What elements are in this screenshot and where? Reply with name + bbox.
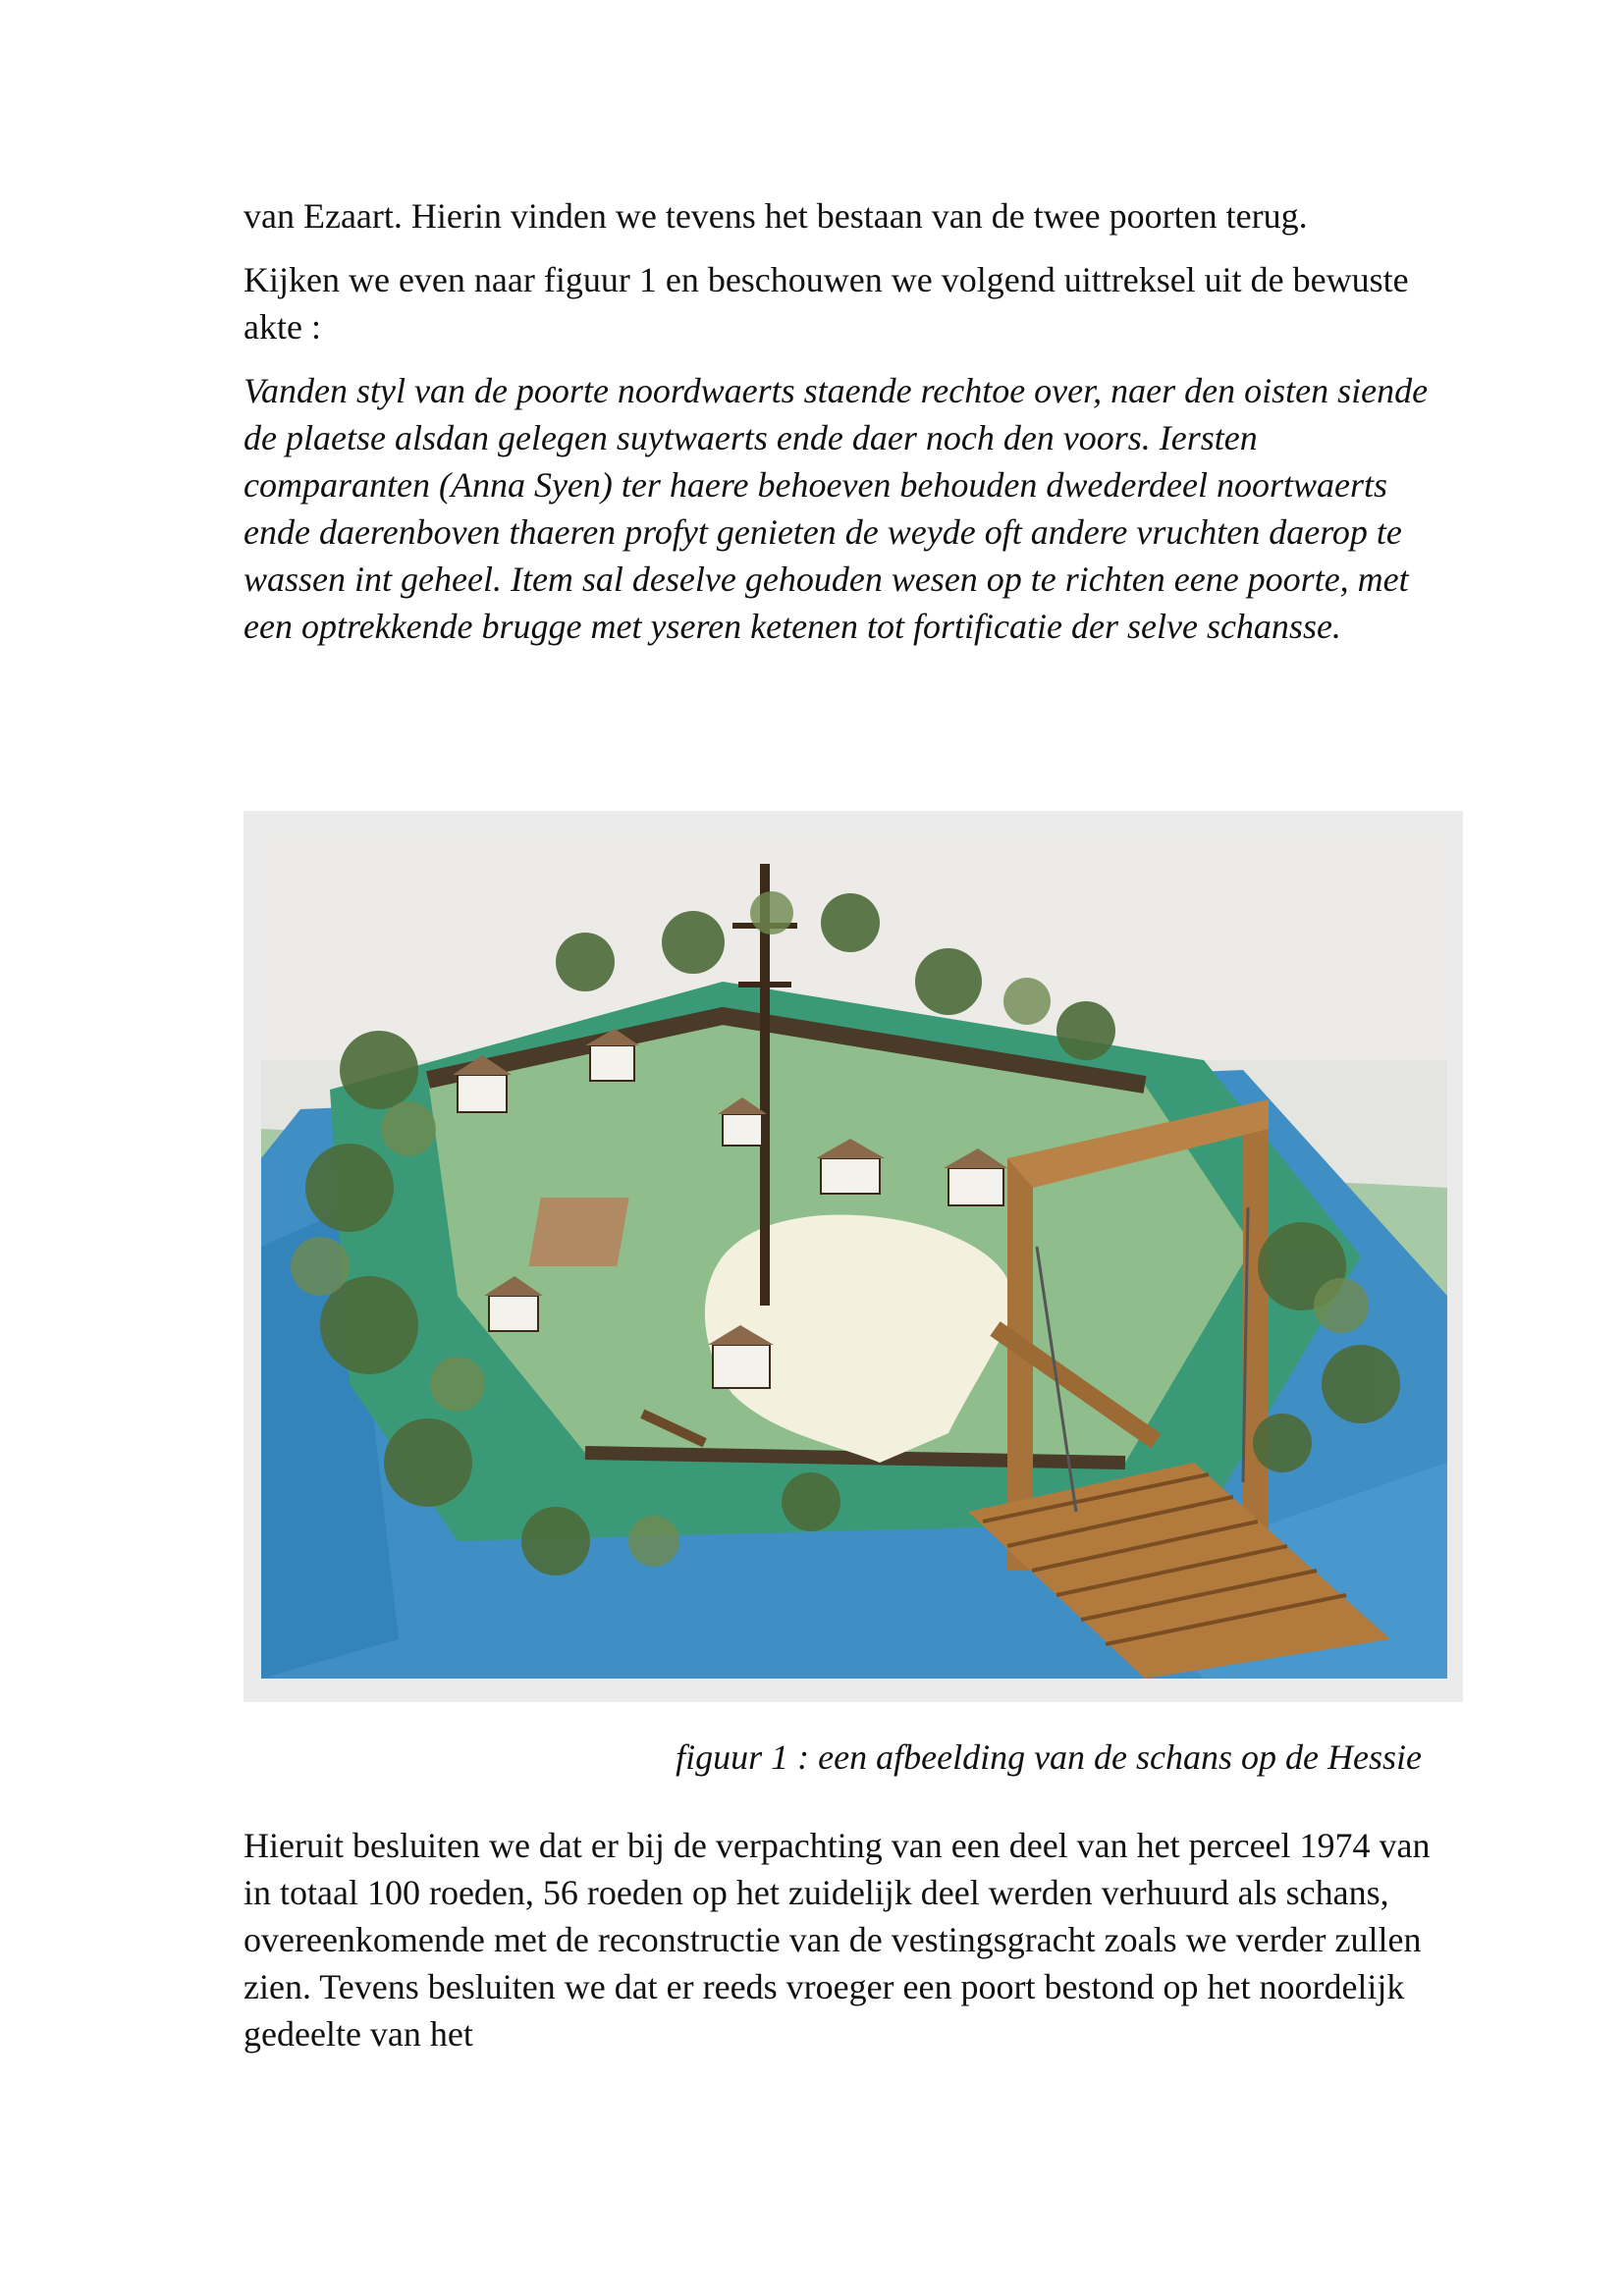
page-body (244, 192, 1432, 667)
figure-caption: figuur 1 : een afbeelding van de schans op de Hessie (676, 1737, 1422, 1777)
fort-model-photo (261, 834, 1447, 1679)
figure-1 (244, 811, 1463, 1702)
deed-quote: Vanden styl van de poorte noordwaerts staende rechtoe over, naer den oisten siende de plaetse alsdan gelegen suytwaerts ende daer noch den voors. Iersten comparanten (Anna Syen) ter haere behoeven behouden dwederdeel noortwaerts ende daerenboven thaeren profyt genieten de weyde oft andere vruchten daerop te wassen int geheel. Item sal deselve gehouden wesen op te richten eene poorte, met een optrekkende brugge met yseren ketenen tot fortificatie der selve schansse. (244, 371, 1429, 646)
intro-paragraph-1: van Ezaart. Hierin vinden we tevens het bestaan van de twee poorten terug. (244, 196, 1308, 236)
conclusion-paragraph: Hieruit besluiten we dat er bij de verpachting van een deel van het perceel 1974 van in totaal 100 roeden, 56 roeden op het zuidelijk deel werden verhuurd als schans, overeenkomende met de reconstructie van de vestingsgracht zoals we verder zullen zien. Tevens besluiten we dat er reeds vroeger een poort bestond op het noordelijk gedeelte van het (244, 1826, 1431, 2054)
intro-paragraph-2: Kijken we even naar figuur 1 en beschouwen we volgend uittreksel uit de bewuste akte : (244, 260, 1409, 347)
conclusion-section (244, 1822, 1432, 2074)
